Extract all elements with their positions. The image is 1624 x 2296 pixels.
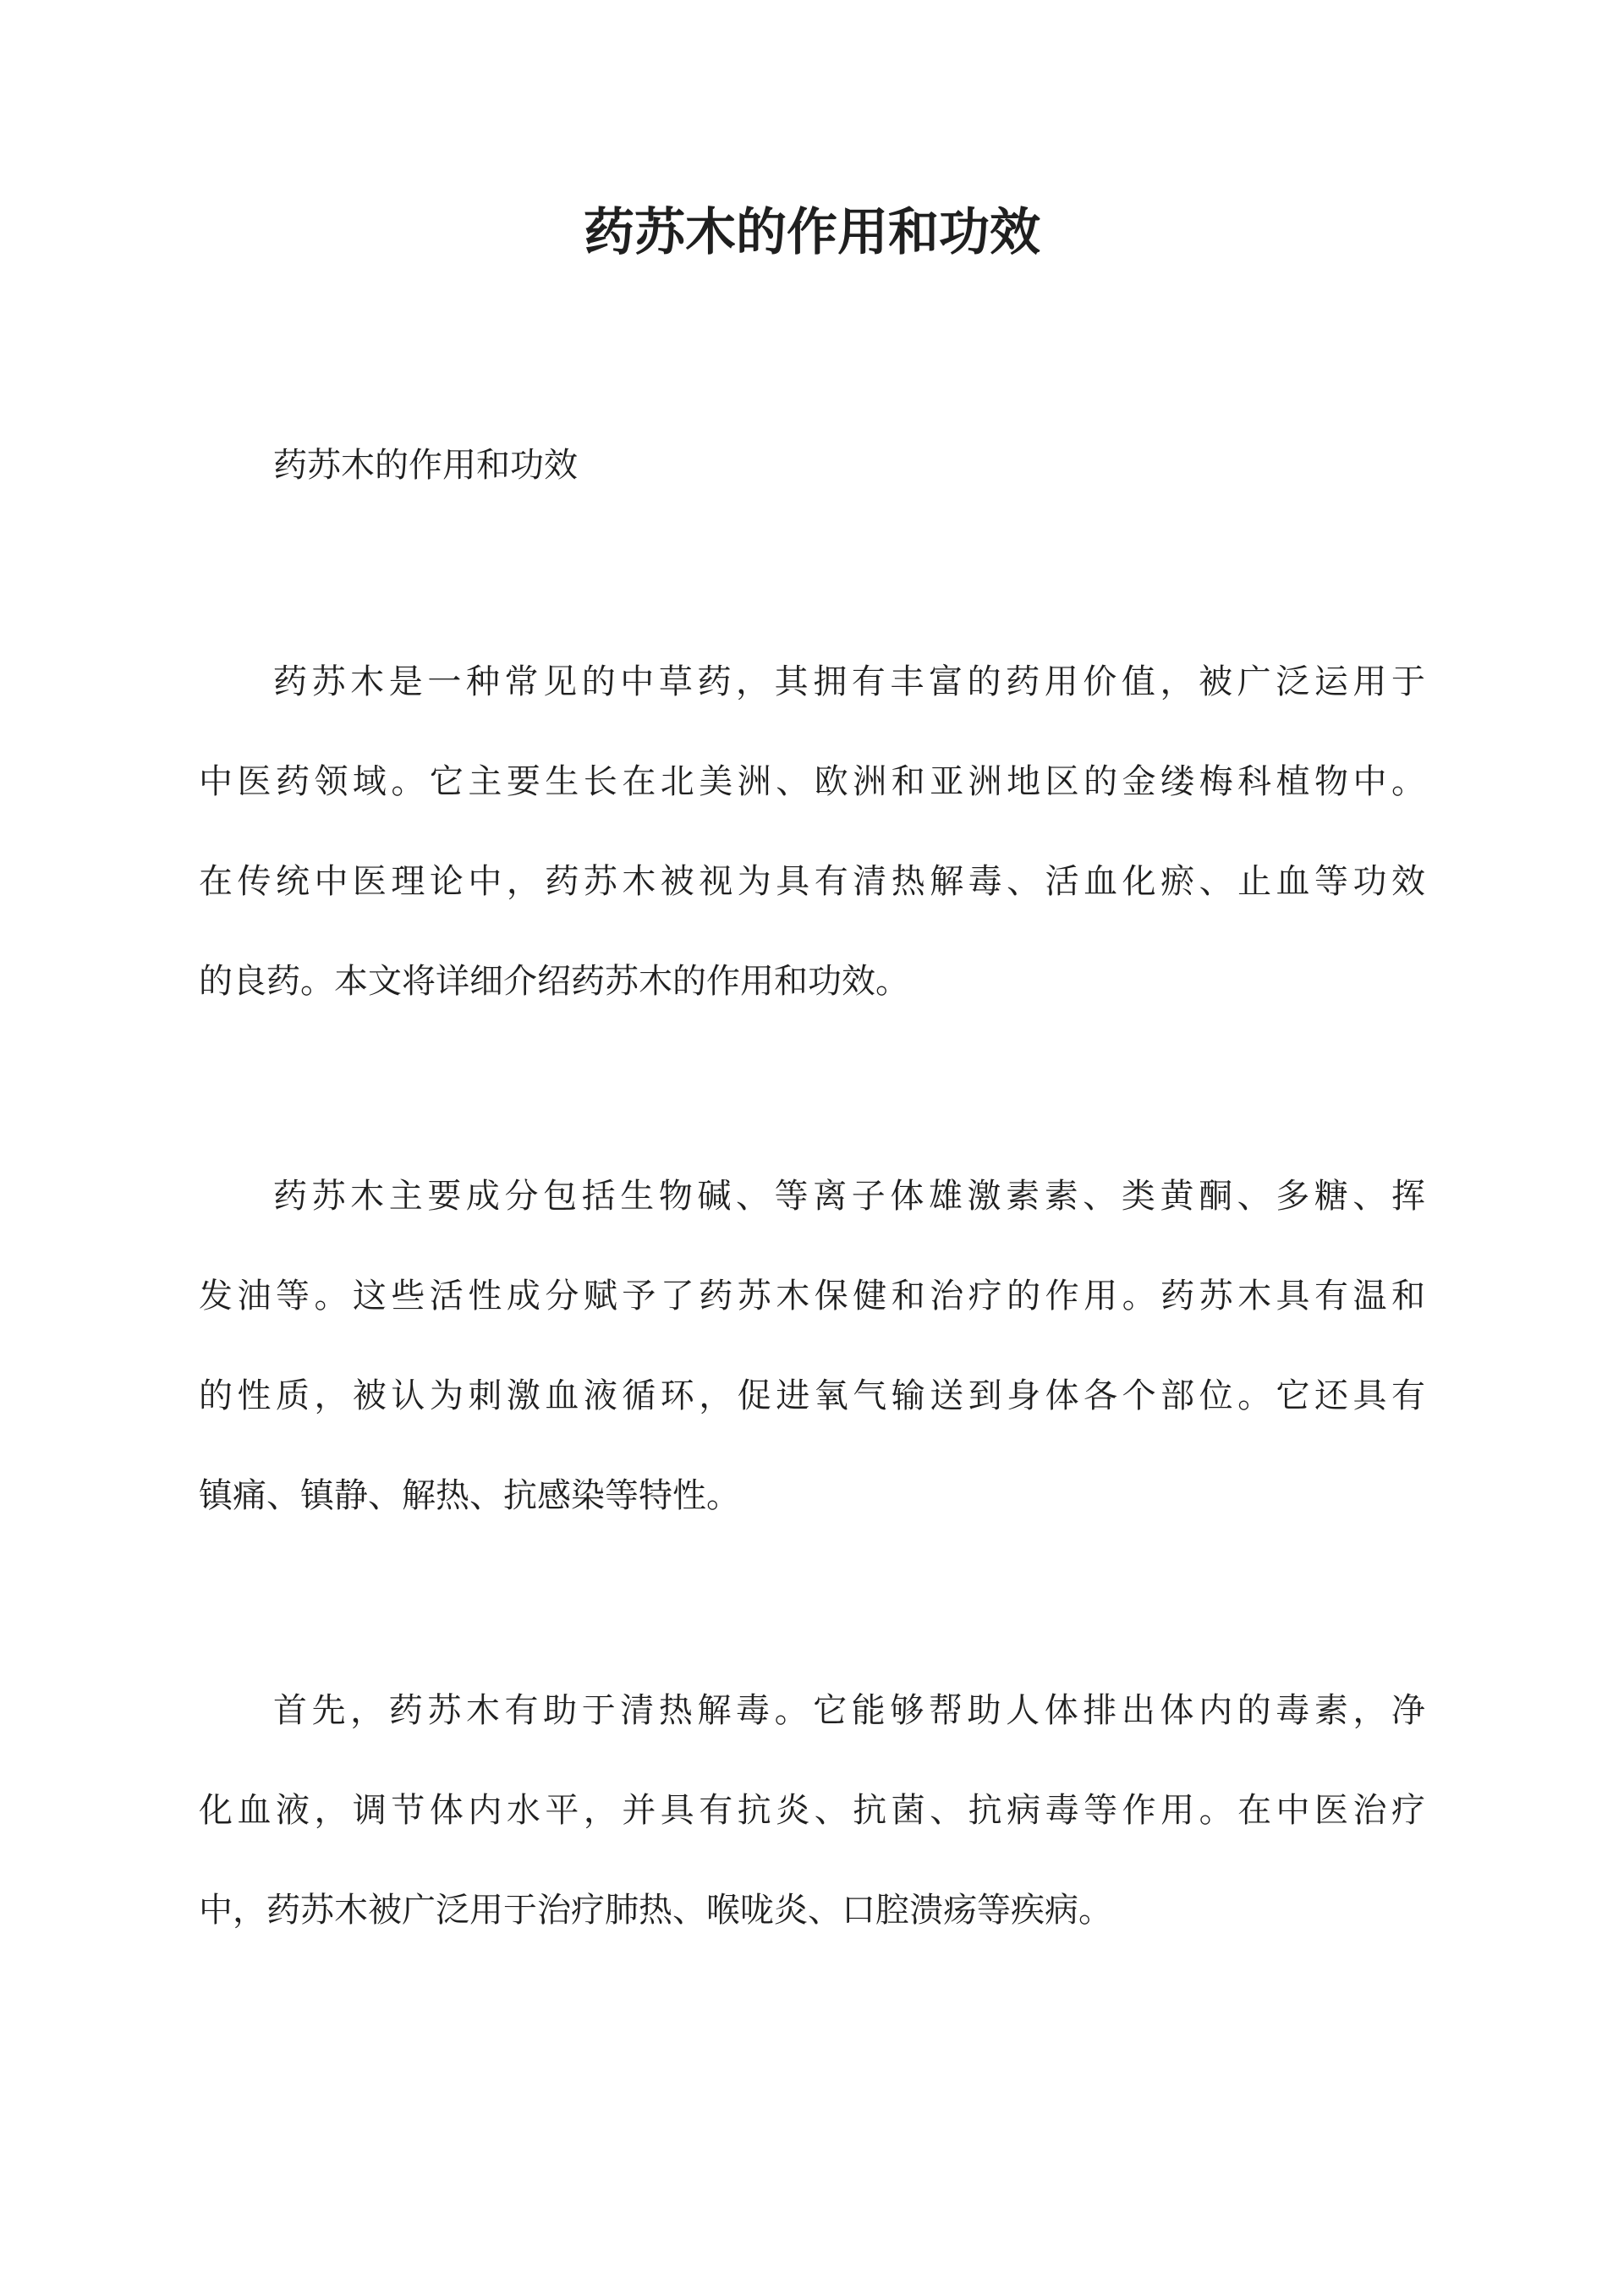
paragraph-2-line-1: 药苏木主要成分包括生物碱、等离子体雄激素素、类黄酮、多糖、挥: [273, 1177, 1425, 1216]
document-subtitle: 药苏木的作用和功效: [273, 446, 578, 485]
document-title: 药苏木的作用和功效: [584, 203, 1040, 262]
paragraph-1-line-4: 的良药。本文将详细介绍药苏木的作用和功效。: [199, 962, 909, 1001]
paragraph-1-line-2: 中医药领域。它主要生长在北美洲、欧洲和亚洲地区的金缕梅科植物中。: [199, 762, 1425, 801]
paragraph-2-line-4: 镇痛、镇静、解热、抗感染等特性。: [199, 1476, 740, 1515]
paragraph-3-line-3: 中，药苏木被广泛用于治疗肺热、喉咙炎、口腔溃疡等疾病。: [199, 1891, 1112, 1930]
paragraph-2-line-2: 发油等。这些活性成分赋予了药苏木保健和治疗的作用。药苏木具有温和: [199, 1277, 1425, 1316]
paragraph-3-line-1: 首先，药苏木有助于清热解毒。它能够帮助人体排出体内的毒素，净: [273, 1691, 1425, 1730]
paragraph-3-line-2: 化血液，调节体内水平，并具有抗炎、抗菌、抗病毒等作用。在中医治疗: [199, 1791, 1425, 1830]
paragraph-1-line-3: 在传统中医理论中，药苏木被视为具有清热解毒、活血化瘀、止血等功效: [199, 862, 1425, 901]
paragraph-1-line-1: 药苏木是一种常见的中草药，其拥有丰富的药用价值，被广泛运用于: [273, 662, 1425, 701]
paragraph-2-line-3: 的性质，被认为刺激血液循环，促进氧气输送到身体各个部位。它还具有: [199, 1376, 1425, 1415]
